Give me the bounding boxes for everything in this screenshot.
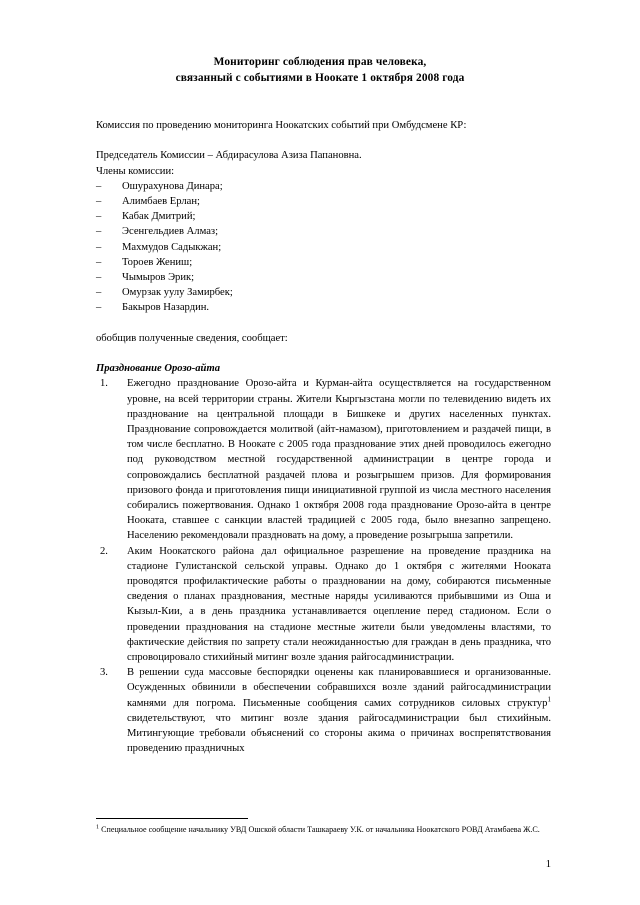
dash-bullet-icon: – xyxy=(96,241,102,253)
item-text: В решении суда массовые беспорядки оценены как планировавшиеся и организованные. Осужденных обвинили в обеспечении собравшихся возле зданий райгосадминистрации камнями для погрома. Письменные сообщения самих сотрудников силовых структур xyxy=(127,667,551,709)
footnote xyxy=(96,824,551,835)
dash-bullet-icon: – xyxy=(96,211,102,223)
item-text: Ежегодно празднование Орозо-айта и Курман-айта осуществляется на государственном уровне, на всей территории страны. Жители Кыргызстана могли по телевидению видеть их празднование на центральной площади в Бишкеке и других населенных пунктах. Празднование сопровождается молитвой (айт-намазом), приготовлением и раздачей пищи, в том числе бесплатно. В Ноокате с 2005 года празднование этих дней проводилось ежегодно под руководством местной государственной администрации в центре города и сопровождались бесплатной раздачей плова и розыгрышем призов. Для формирования призового фонда и приготовления пищи инициативной группой из числа местного населения собирались пожертвования. Однако 1 октября 2008 года празднование Орозо-айта в центре Нооката, ставшее с санкции властей традицией с 2005 года, было внезапно запрещено. Населению рекомендовали праздновать на дому, а проведение розыгрыша запретили. xyxy=(127,378,551,542)
item-number: 1. xyxy=(100,378,108,390)
footnote-text: Специальное сообщение начальнику УВД Ошской области Ташкараеву У.К. от начальника Ноокатского РОВД Атамбаева Ж.С. xyxy=(99,825,540,834)
item-text: Аким Ноокатского района дал официальное разрешение на проведение праздника на стадионе Гулистанской сельской управы. Однако до 1 октября с жителями Нооката проводятся профилактические работы о праздновании на дому, собираются письменные сведения о планах празднования, местные наряды усиливаются прибывшими из Оша и Кызыл-Кии, а в день праздника устанавливается оцепление перед стадионом. Если о проведении празднования на стадионе местные жители были уведомлены властями, то фактические действия по запрету стали неожиданностью для граждан в день праздника, что спровоцировало стихийный митинг возле здания райгосадминистрации. xyxy=(127,545,551,664)
spacer xyxy=(96,133,551,148)
member-name: Тороев Жениш; xyxy=(122,256,193,268)
dash-bullet-icon: – xyxy=(96,302,102,314)
summary-line: обобщив полученные сведения, сообщает: xyxy=(96,332,288,344)
dash-bullet-icon: – xyxy=(96,272,102,284)
title-line-1: Мониторинг соблюдения прав человека, xyxy=(213,56,427,68)
spacer xyxy=(96,346,551,361)
list-item xyxy=(96,179,551,194)
list-item xyxy=(96,376,551,543)
dash-bullet-icon: – xyxy=(96,287,102,299)
list-item xyxy=(96,270,551,285)
intro-paragraph: Комиссия по проведению мониторинга Ноокатских событий при Омбудсмене КР: xyxy=(96,120,467,131)
member-name: Эсенгельдиев Алмаз; xyxy=(122,226,219,238)
commission-members-list xyxy=(96,179,551,316)
list-item xyxy=(96,194,551,209)
list-item xyxy=(96,240,551,255)
list-item xyxy=(96,544,551,666)
footnote-separator xyxy=(96,818,248,819)
member-name: Чымыров Эрик; xyxy=(122,272,195,284)
member-name: Ошурахунова Динара; xyxy=(122,180,223,192)
chair-line: Председатель Комиссии – Абдирасулова Азиза Папановна. xyxy=(96,150,362,162)
dash-bullet-icon: – xyxy=(96,256,102,268)
list-item xyxy=(96,255,551,270)
list-item xyxy=(96,209,551,224)
title-line-2: связанный с событиями в Ноокате 1 октября 2008 года xyxy=(175,71,465,84)
member-name: Бакыров Назардин. xyxy=(122,302,210,314)
dash-bullet-icon: – xyxy=(96,180,102,192)
footnote-reference-marker[interactable]: 1 xyxy=(547,695,551,704)
document-body xyxy=(96,118,551,756)
page-number: 1 xyxy=(545,859,551,870)
list-item xyxy=(96,224,551,239)
section-heading: Празднование Орозо-айта xyxy=(96,363,220,375)
item-number: 3. xyxy=(100,667,108,679)
item-number: 2. xyxy=(100,545,108,557)
member-name: Махмудов Садыкжан; xyxy=(122,241,222,253)
members-label: Члены комиссии: xyxy=(96,165,175,177)
item-text-continued: свидетельствуют, что митинг возле здания райгосадминистрации был стихийным. Митингующие требовали объяснений со стороны акима о причинах воспрепятствования проведению праздничных xyxy=(127,712,551,755)
spacer xyxy=(96,316,551,331)
list-item xyxy=(96,665,551,756)
member-name: Алимбаев Ерлан; xyxy=(122,196,200,207)
list-item xyxy=(96,285,551,300)
dash-bullet-icon: – xyxy=(96,196,102,207)
list-item xyxy=(96,300,551,315)
member-name: Омурзак уулу Замирбек; xyxy=(122,287,233,299)
member-name: Кабак Дмитрий; xyxy=(122,211,196,223)
numbered-paragraph-list xyxy=(96,376,551,756)
page-title xyxy=(0,55,640,86)
footnote-marker: 1 xyxy=(96,823,100,831)
dash-bullet-icon: – xyxy=(96,226,102,238)
